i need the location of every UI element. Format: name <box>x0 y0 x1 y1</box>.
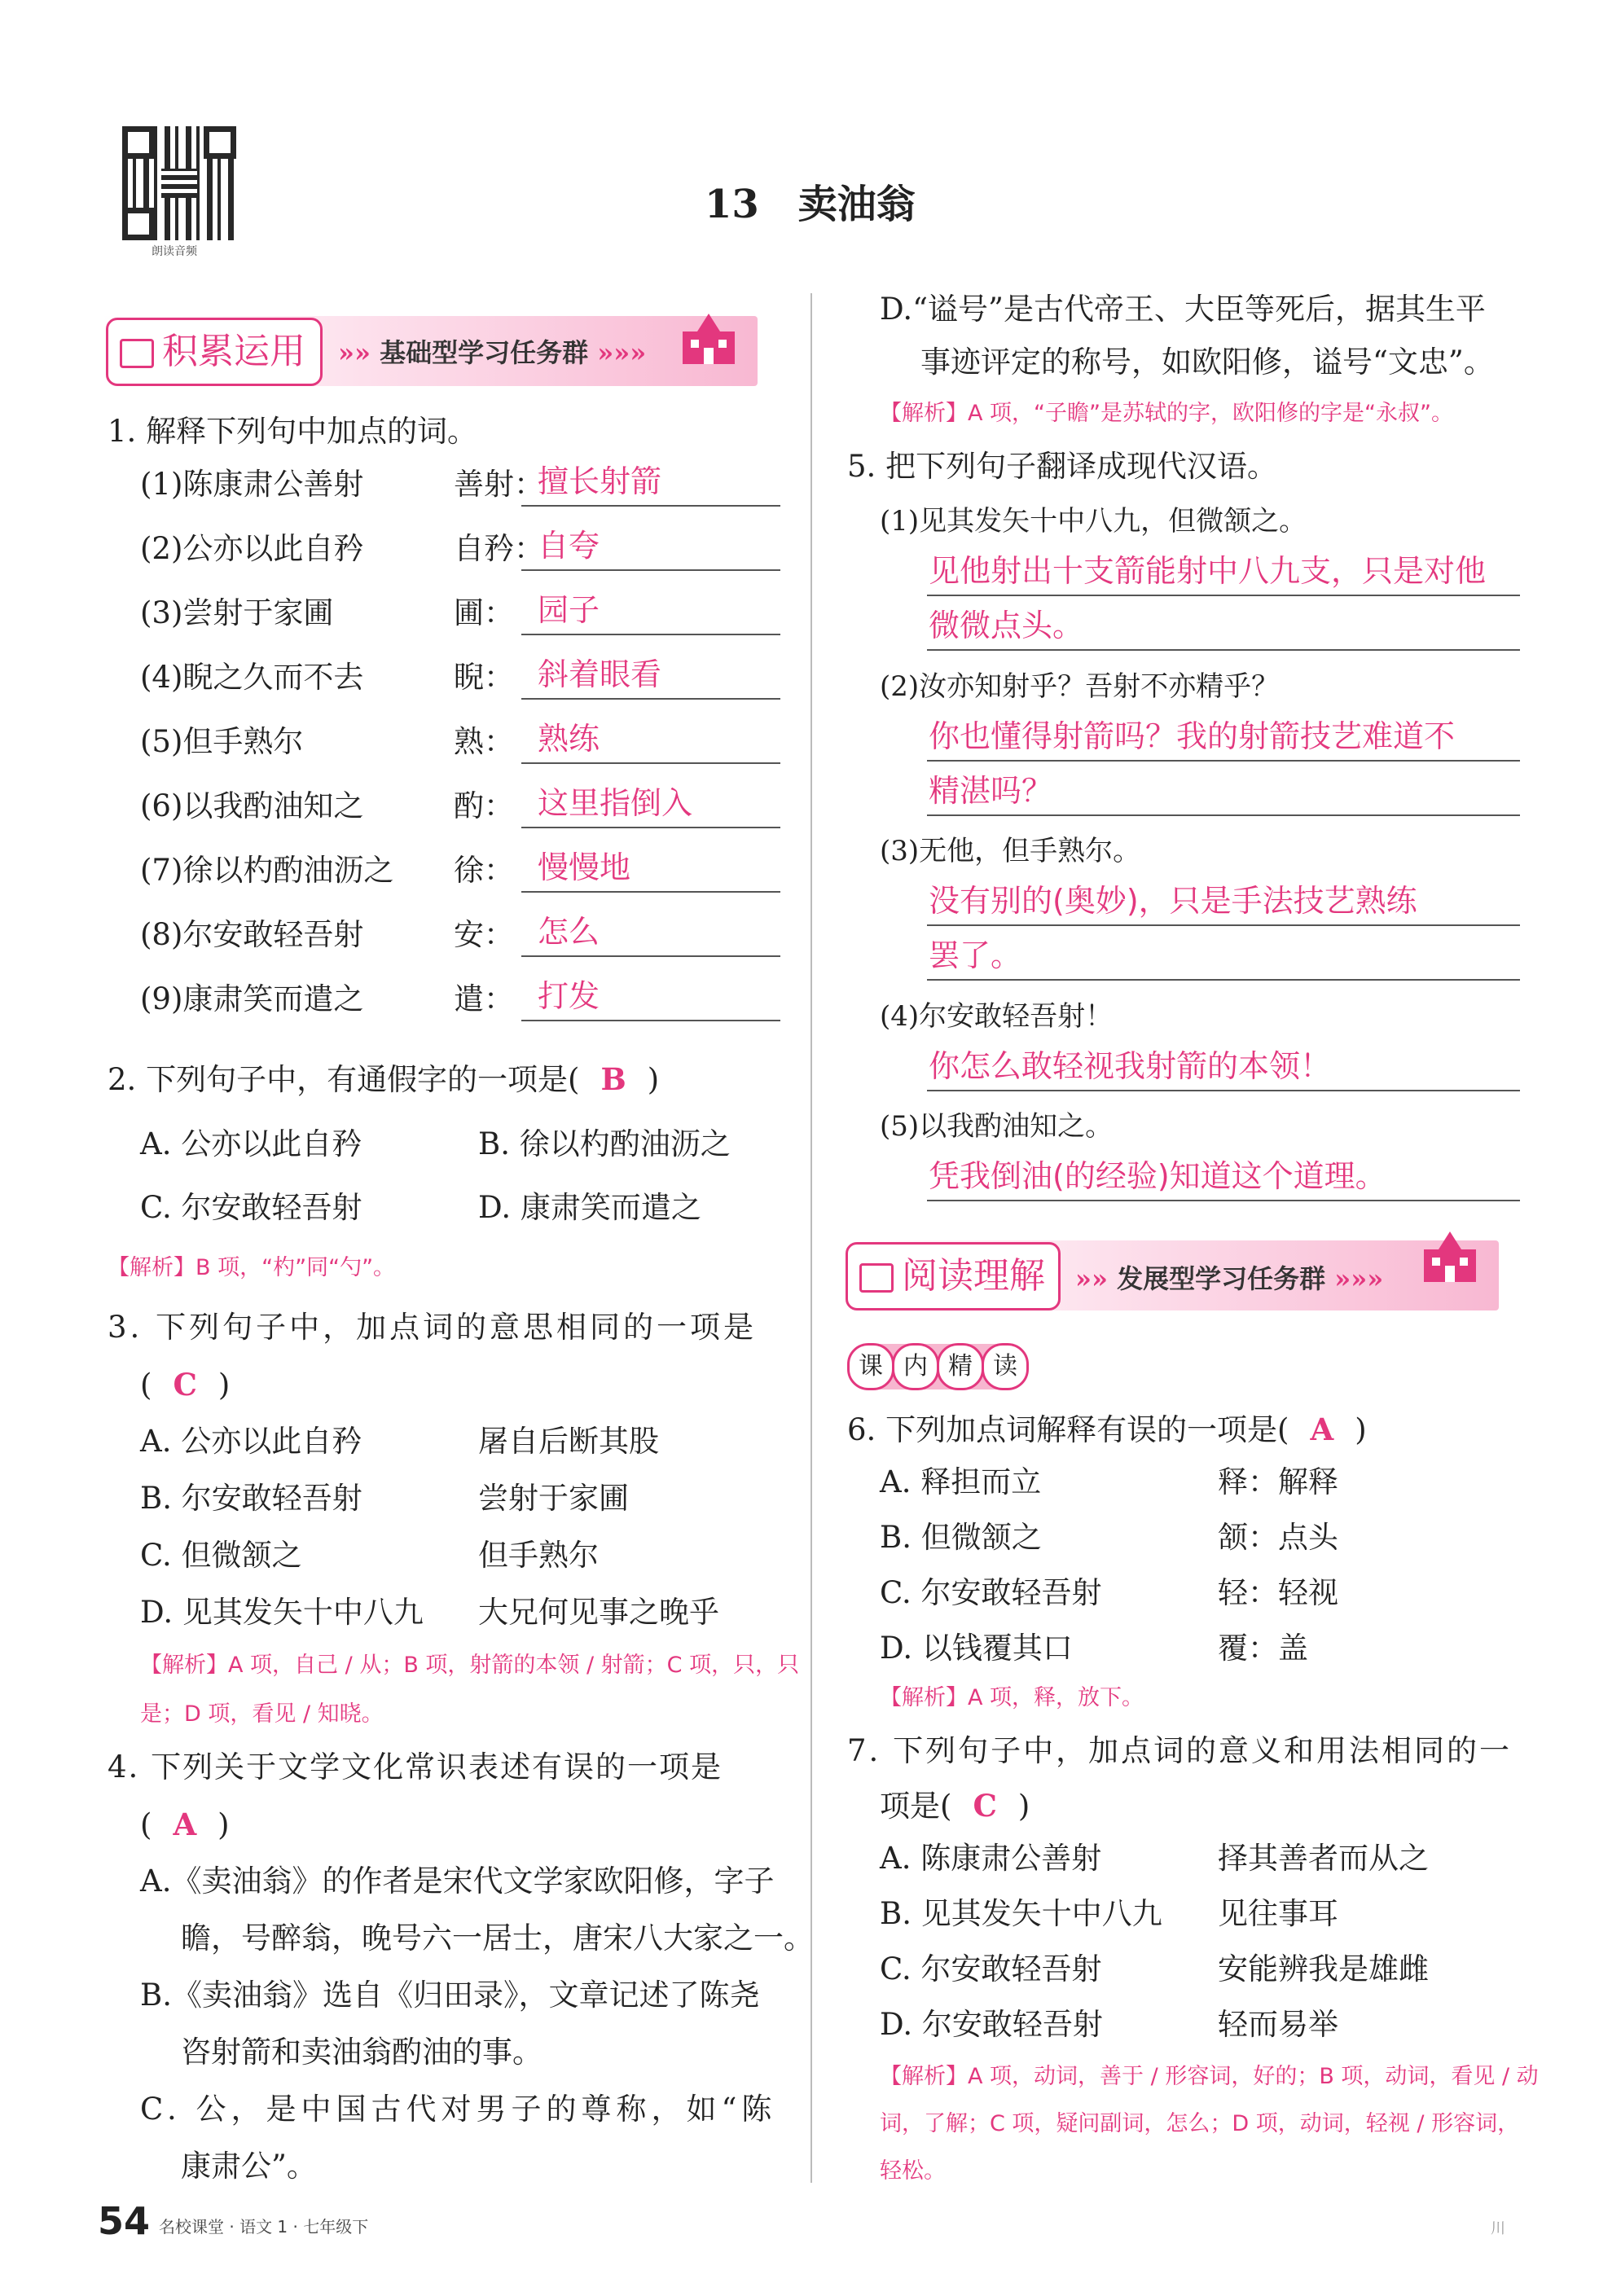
section-label-1: 积累运用 <box>162 331 305 372</box>
q7-option-left: D. 尔安敢轻吾射 <box>880 2007 1103 2042</box>
subsection-char-2: 内 <box>892 1343 939 1390</box>
q2-close: ) <box>647 1062 660 1097</box>
q6-option-left: B. 但微颔之 <box>880 1520 1042 1555</box>
q7-stem-2 <box>880 1785 1030 1827</box>
q4-analysis: 【解析】A 项，“子瞻”是苏轼的字，欧阳修的字是“永叔”。 <box>880 401 1454 426</box>
q5-answer-line: 凭我倒油(的经验)知道这个道理。 <box>929 1158 1386 1194</box>
q1-sentence: (9)康肃笑而遣之 <box>140 981 364 1016</box>
q5-answer-line: 没有别的(奥妙)，只是手法技艺熟练 <box>929 883 1417 919</box>
q6-option-right: 释：解释 <box>1218 1464 1338 1499</box>
section-tag-2: »» 发展型学习任务群 »»» <box>1075 1263 1384 1294</box>
subsection-char-1: 课 <box>847 1343 894 1390</box>
q5-answer-line: 微微点头。 <box>929 608 1084 643</box>
q1-answer: 这里指倒入 <box>538 785 693 821</box>
q6-option-right: 覆：盖 <box>1218 1631 1308 1666</box>
q7-option-right: 择其善者而从之 <box>1218 1841 1429 1876</box>
q4-option-c-1: C. 公，是中国古代对男子的尊称，如“陈 <box>140 2092 777 2127</box>
q5-underline <box>927 1200 1520 1201</box>
q1-answer: 斜着眼看 <box>538 656 662 692</box>
q3-close: ) <box>217 1368 231 1403</box>
q1-answer: 园子 <box>538 592 600 628</box>
q3-option-right: 但手熟尔 <box>478 1538 599 1573</box>
q7-option-left: C. 尔安敢轻吾射 <box>880 1951 1102 1987</box>
q1-sentence: (1)陈康肃公善射 <box>140 467 364 502</box>
q7-option-left: B. 见其发矢十中八九 <box>880 1896 1162 1931</box>
section-tag-1: »» 基础型学习任务群 »»» <box>338 337 647 368</box>
q7-analysis-2: 词，了解；C 项，疑问副词，怎么；D 项，动词，轻视 / 形容词， <box>880 2111 1520 2136</box>
q3-answer-line <box>140 1364 230 1406</box>
q4-answer: A <box>173 1807 197 1842</box>
q7-close: ) <box>1017 1789 1030 1824</box>
q5-underline <box>927 924 1520 926</box>
q5-answer-line: 罢了。 <box>929 937 1022 973</box>
q2-option-b: B. 徐以杓酌油沥之 <box>478 1126 731 1161</box>
q1-answer-line <box>521 891 780 893</box>
q6-option-left: C. 尔安敢轻吾射 <box>880 1575 1102 1610</box>
q5-answer-line: 见他射出十支箭能射中八九支，只是对他 <box>929 553 1487 589</box>
q1-sentence: (2)公亦以此自矜 <box>140 531 364 566</box>
q7-stem-1: 7. 下列句子中，加点词的意义和用法相同的一 <box>847 1733 1513 1768</box>
section-label-2: 阅读理解 <box>902 1255 1045 1297</box>
section-tag-text-2: 发展型学习任务群 <box>1117 1263 1326 1294</box>
q7-answer: C <box>973 1788 997 1824</box>
q1-answer: 擅长射箭 <box>538 463 662 499</box>
column-divider <box>810 293 812 2183</box>
q4-option-c-2: 康肃公”。 <box>181 2149 317 2184</box>
q1-stem: 1. 解释下列句中加点的词。 <box>108 414 478 449</box>
school-icon-2 <box>1417 1231 1483 1282</box>
q5-sentence: (1)见其发矢十中八九，但微颔之。 <box>880 505 1307 538</box>
q5-answer-line: 你怎么敢轻视我射箭的本领！ <box>929 1048 1332 1084</box>
footer-mark: 川 <box>1491 2220 1505 2237</box>
q4-stem: 4. 下列关于文学文化常识表述有误的一项是 <box>108 1749 723 1785</box>
q3-option-left: D. 见其发矢十中八九 <box>140 1595 424 1630</box>
q3-open: ( <box>140 1368 152 1403</box>
q4-answer-line <box>140 1804 230 1846</box>
q1-answer-line <box>521 569 780 571</box>
q1-sentence: (8)尔安敢轻吾射 <box>140 917 364 952</box>
q2-analysis: 【解析】B 项，“杓”同“勺”。 <box>108 1255 396 1280</box>
q1-sentence: (3)尝射于家圃 <box>140 595 334 630</box>
footer-series: 名校课堂 · 语文 1 · 七年级下 <box>159 2217 369 2237</box>
q7-analysis-1: 【解析】A 项，动词，善于 / 形容词，好的；B 项，动词，看见 / 动 <box>880 2064 1539 2089</box>
q6-analysis: 【解析】A 项，释，放下。 <box>880 1685 1144 1710</box>
q7-option-right: 安能辨我是雄雌 <box>1218 1951 1429 1987</box>
q1-answer: 慢慢地 <box>538 849 631 885</box>
q1-word: 酌： <box>454 788 514 823</box>
q4-close: ) <box>217 1807 230 1842</box>
school-icon-1 <box>676 314 741 364</box>
q1-sentence: (4)睨之久而不去 <box>140 660 364 695</box>
q1-answer: 打发 <box>538 978 600 1014</box>
q7-option-left: A. 陈康肃公善射 <box>880 1841 1102 1876</box>
q3-answer: C <box>173 1367 197 1403</box>
q5-underline <box>927 814 1520 816</box>
q1-sentence: (7)徐以杓酌油沥之 <box>140 853 394 888</box>
q1-answer: 怎么 <box>538 914 600 950</box>
q6-close: ) <box>1355 1412 1367 1447</box>
q1-answer-line <box>521 955 780 957</box>
q7-stem-2-text: 项是( <box>880 1789 952 1824</box>
q5-underline <box>927 595 1520 596</box>
q6-option-left: D. 以钱覆其口 <box>880 1631 1073 1666</box>
q1-word: 自矜： <box>454 531 544 566</box>
q5-answer-line: 你也懂得射箭吗？我的射箭技艺难道不 <box>929 718 1456 754</box>
subsection-char-3: 精 <box>937 1343 984 1390</box>
q1-answer-line <box>521 827 780 828</box>
q6-stem-text: 6. 下列加点词解释有误的一项是( <box>847 1412 1289 1447</box>
q4-open: ( <box>140 1807 152 1842</box>
q1-sentence: (5)但手熟尔 <box>140 724 304 759</box>
q2-answer: B <box>600 1061 626 1097</box>
q6-answer: A <box>1310 1411 1334 1447</box>
q1-word: 熟： <box>454 724 514 759</box>
q1-answer-line <box>521 505 780 507</box>
q1-answer: 自夸 <box>538 528 600 564</box>
q7-option-right: 轻而易举 <box>1218 2007 1338 2042</box>
q5-sentence: (5)以我酌油知之。 <box>880 1110 1114 1143</box>
q6-option-right: 颔：点头 <box>1218 1520 1338 1555</box>
section-label-box-2 <box>846 1242 1061 1310</box>
q3-analysis-1: 【解析】A 项，自己 / 从；B 项，射箭的本领 / 射箭；C 项，只，只 <box>140 1653 800 1678</box>
q5-underline <box>927 760 1520 762</box>
q5-underline <box>927 979 1520 981</box>
q1-answer-line <box>521 1020 780 1021</box>
q1-word: 安： <box>454 917 514 952</box>
q4-option-d-2: 事迹评定的称号，如欧阳修，谥号“文忠”。 <box>920 345 1494 380</box>
q3-option-right: 大兄何见事之晚乎 <box>478 1595 719 1630</box>
q6-option-right: 轻：轻视 <box>1218 1575 1338 1610</box>
q1-answer-line <box>521 634 780 635</box>
q3-option-right: 尝射于家圃 <box>478 1481 629 1516</box>
q5-sentence: (3)无他，但手熟尔。 <box>880 835 1141 867</box>
q7-analysis-3: 轻松。 <box>880 2158 946 2184</box>
q3-option-left: B. 尔安敢轻吾射 <box>140 1481 362 1516</box>
qr-code <box>122 126 236 240</box>
q5-stem: 5. 把下列句子翻译成现代汉语。 <box>847 449 1278 484</box>
q5-sentence: (2)汝亦知射乎？吾射不亦精乎？ <box>880 670 1280 703</box>
q1-answer-line <box>521 698 780 700</box>
q6-stem <box>847 1409 1367 1451</box>
q1-word: 遣： <box>454 981 514 1016</box>
q3-analysis-2: 是；D 项，看见 / 知晓。 <box>140 1701 384 1727</box>
q2-option-c: C. 尔安敢轻吾射 <box>140 1190 362 1225</box>
qr-caption: 朗读音频 <box>152 245 197 258</box>
page-number: 54 <box>98 2199 151 2243</box>
q1-sentence: (6)以我酌油知之 <box>140 788 364 823</box>
q4-option-b-2: 咨射箭和卖油翁酌油的事。 <box>181 2035 543 2070</box>
q6-option-left: A. 释担而立 <box>880 1464 1042 1499</box>
page-title: 13 卖油翁 <box>705 182 916 227</box>
q7-option-right: 见往事耳 <box>1218 1896 1338 1931</box>
section-tag-text-1: 基础型学习任务群 <box>380 337 589 368</box>
q3-option-right: 屠自后断其股 <box>478 1424 659 1459</box>
book-icon <box>859 1263 894 1293</box>
q1-answer: 熟练 <box>538 721 600 757</box>
q5-sentence: (4)尔安敢轻吾射！ <box>880 1000 1114 1033</box>
book-icon <box>120 339 154 368</box>
q3-option-left: A. 公亦以此自矜 <box>140 1424 362 1459</box>
q2-option-d: D. 康肃笑而遣之 <box>478 1190 701 1225</box>
q4-option-b-1: B.《卖油翁》选自《归田录》，文章记述了陈尧 <box>140 1978 760 2013</box>
q3-stem: 3. 下列句子中，加点词的意思相同的一项是 <box>108 1310 758 1345</box>
q1-answer-line <box>521 762 780 764</box>
q3-option-left: C. 但微颔之 <box>140 1538 302 1573</box>
section-label-box-1 <box>106 318 323 386</box>
q4-option-d-1: D.“谥号”是古代帝王、大臣等死后，据其生平 <box>880 292 1486 327</box>
q4-option-a-2: 瞻，号醉翁，晚号六一居士，唐宋八大家之一。 <box>181 1921 814 1956</box>
q2-stem <box>108 1059 659 1100</box>
q1-word: 圃： <box>454 595 514 630</box>
q1-word: 徐： <box>454 853 514 888</box>
q5-answer-line: 精湛吗？ <box>929 773 1053 809</box>
q5-underline <box>927 649 1520 651</box>
q1-word: 睨： <box>454 660 514 695</box>
subsection-char-4: 读 <box>982 1343 1029 1390</box>
q4-option-a-1: A.《卖油翁》的作者是宋代文学家欧阳修，字子 <box>140 1864 775 1899</box>
q5-underline <box>927 1090 1520 1091</box>
q1-word: 善射： <box>454 467 544 502</box>
q2-option-a: A. 公亦以此自矜 <box>140 1126 362 1161</box>
q2-stem-text: 2. 下列句子中，有通假字的一项是( <box>108 1062 580 1097</box>
